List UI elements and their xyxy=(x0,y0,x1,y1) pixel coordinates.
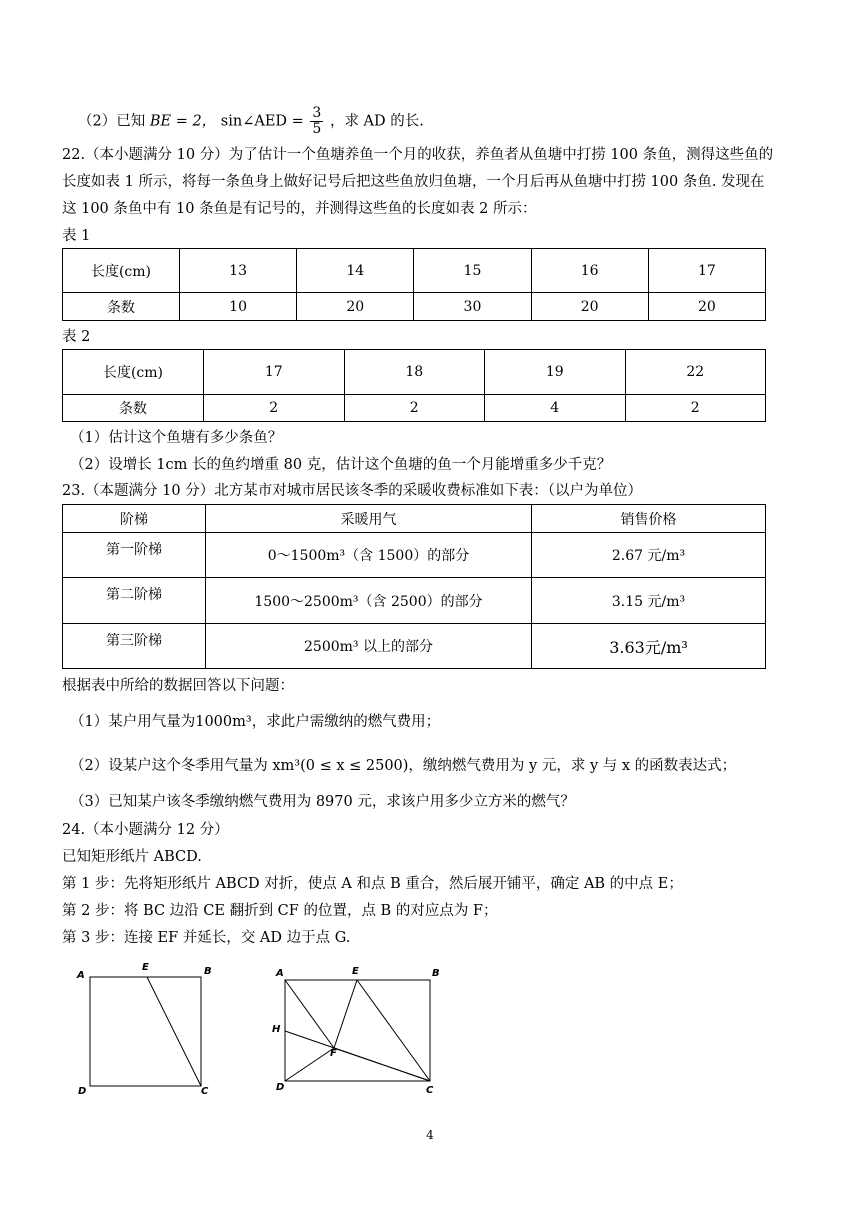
header-usage: 采暖用气 xyxy=(206,505,532,533)
table-row xyxy=(63,624,766,669)
table-row xyxy=(63,578,766,624)
table-row xyxy=(63,533,766,578)
segment-ec xyxy=(147,977,201,1086)
figure-1 xyxy=(80,960,220,1100)
q21-den: 5 xyxy=(312,121,322,137)
q22-part2: （2）设增长 1cm 长的鱼约增重 80 克，估计这个鱼塘的鱼一个月能增重多少千克？ xyxy=(70,457,612,473)
table2-count: 2 xyxy=(344,395,485,422)
fig1-label-d: D xyxy=(78,1086,87,1097)
table1-caption: 表 1 xyxy=(62,228,91,244)
q21-sin: sin∠AED = xyxy=(220,113,304,130)
q23-part3: （3）已知某户该冬季缴纳燃气费用为 8970 元，求该户用多少立方米的燃气？ xyxy=(70,794,575,810)
fig1-label-a: A xyxy=(77,970,85,981)
fig2-label-d: D xyxy=(276,1082,285,1093)
q23-lead: 根据表中所给的数据回答以下问题： xyxy=(62,678,294,694)
table2-length: 17 xyxy=(204,350,345,395)
q23-part2: （2）设某户这个冬季用气量为 xm³(0 ≤ x ≤ 2500)，缴纳燃气费用为 y 元，求 y 与 x 的函数表达式； xyxy=(70,758,737,774)
q22-part1: （1）估计这个鱼塘有多少条鱼？ xyxy=(70,430,283,446)
q21-num: 3 xyxy=(312,105,322,121)
fig2-label-e: E xyxy=(352,966,359,977)
q21-fraction xyxy=(310,106,323,137)
table-1 xyxy=(62,248,766,321)
header-price: 销售价格 xyxy=(532,505,766,533)
tier-cell: 第三阶梯 xyxy=(63,624,206,669)
table-2 xyxy=(62,349,766,422)
fig1-label-c: C xyxy=(201,1086,209,1097)
table1-length: 17 xyxy=(648,249,765,293)
table2-count: 2 xyxy=(625,395,766,422)
header-tier: 阶梯 xyxy=(63,505,206,533)
segment-af xyxy=(285,980,334,1048)
q22-line-2: 长度如表 1 所示，将每一条鱼身上做好记号后把这些鱼放归鱼塘，一个月后再从鱼塘中打捞 100 条鱼. 发现在 xyxy=(62,174,765,190)
table2-count: 4 xyxy=(485,395,626,422)
usage-cell: 0～1500m³（含 1500）的部分 xyxy=(206,533,532,578)
segment-df xyxy=(285,1048,334,1081)
q24-line-1: 已知矩形纸片 ABCD. xyxy=(62,849,202,865)
q21-prefix: （2）已知 xyxy=(78,113,146,130)
fig2-label-b: B xyxy=(432,968,440,979)
usage-cell: 1500～2500m³（含 2500）的部分 xyxy=(206,578,532,624)
price-cell: 3.15 元/m³ xyxy=(532,578,766,624)
figure-2 xyxy=(275,965,445,1095)
table2-count: 2 xyxy=(204,395,345,422)
table1-length: 14 xyxy=(297,249,414,293)
usage-cell: 2500m³ 以上的部分 xyxy=(206,624,532,669)
q24-step-3: 第 3 步：连接 EF 并延长，交 AD 边于点 G. xyxy=(62,930,351,946)
q21-part2 xyxy=(78,106,424,137)
table1-length: 15 xyxy=(414,249,531,293)
q21-suffix: ，求 AD 的长. xyxy=(329,113,424,130)
fig2-label-c: C xyxy=(426,1085,434,1096)
table2-caption: 表 2 xyxy=(62,329,91,345)
heating-fee-table xyxy=(62,504,766,669)
fig1-label-e: E xyxy=(142,962,149,973)
table2-length-label: 长度(cm) xyxy=(63,350,204,395)
q24-head: 24.（本小题满分 12 分） xyxy=(62,822,229,838)
q23-intro: 23.（本题满分 10 分）北方某市对城市居民该冬季的采暖收费标准如下表：（以户为单位） xyxy=(62,483,642,499)
table1-length-label: 长度(cm) xyxy=(63,249,180,293)
q22-line-3: 这 100 条鱼中有 10 条鱼是有记号的，并测得这些鱼的长度如表 2 所示： xyxy=(62,201,537,217)
page-number: 4 xyxy=(426,1128,434,1142)
table2-length: 18 xyxy=(344,350,485,395)
fig2-label-f: F xyxy=(330,1048,337,1059)
q24-step-1: 第 1 步：先将矩形纸片 ABCD 对折，使点 A 和点 B 重合，然后展开铺平，确定 AB 的中点 E； xyxy=(62,876,683,892)
tier-cell: 第一阶梯 xyxy=(63,533,206,578)
segment-fc xyxy=(334,1048,430,1081)
table1-count: 10 xyxy=(180,293,297,321)
tier-cell: 第二阶梯 xyxy=(63,578,206,624)
table1-length: 16 xyxy=(531,249,648,293)
segment-ec xyxy=(357,980,430,1081)
table1-count: 20 xyxy=(531,293,648,321)
fig2-label-h: H xyxy=(272,1024,281,1035)
table1-count: 20 xyxy=(648,293,765,321)
fig1-label-b: B xyxy=(204,966,212,977)
price-cell: 3.63元/m³ xyxy=(532,624,766,669)
table1-count: 20 xyxy=(297,293,414,321)
table2-count-label: 条数 xyxy=(63,395,204,422)
fig2-label-a: A xyxy=(276,968,284,979)
table2-length: 19 xyxy=(485,350,626,395)
price-cell: 2.67 元/m³ xyxy=(532,533,766,578)
q23-part1: （1）某户用气量为1000m³，求此户需缴纳的燃气费用； xyxy=(70,714,441,730)
table2-length: 22 xyxy=(625,350,766,395)
table1-count: 30 xyxy=(414,293,531,321)
q21-be: BE = 2， xyxy=(149,113,217,130)
table1-length: 13 xyxy=(180,249,297,293)
rect-abcd xyxy=(90,977,201,1086)
q24-step-2: 第 2 步：将 BC 边沿 CE 翻折到 CF 的位置，点 B 的对应点为 F； xyxy=(62,903,498,919)
table1-count-label: 条数 xyxy=(63,293,180,321)
q22-line-1: 22.（本小题满分 10 分）为了估计一个鱼塘养鱼一个月的收获，养鱼者从鱼塘中打捞 100 条鱼，测得这些鱼的 xyxy=(62,147,774,163)
segment-ef xyxy=(334,980,357,1048)
